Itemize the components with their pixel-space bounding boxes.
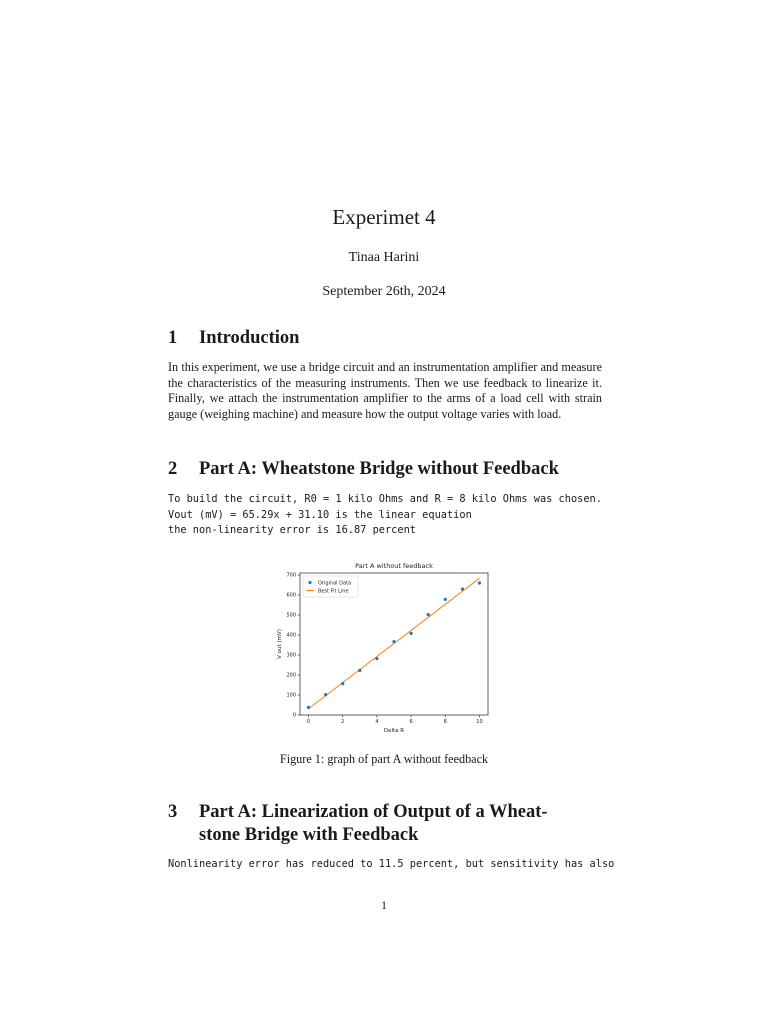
x-tick-label: 10 [476, 719, 483, 725]
legend-label-original-data: Original Data [318, 580, 352, 587]
x-tick-label: 4 [375, 719, 379, 725]
y-tick-label: 500 [286, 612, 296, 619]
section-number: 1 [168, 328, 178, 348]
data-point [444, 598, 447, 601]
data-point [409, 632, 412, 635]
part-a-feedback-line: Nonlinearity error has reduced to 11.5 percent, but sensitivity has also [168, 858, 615, 870]
data-point [307, 706, 310, 709]
data-point [427, 613, 430, 616]
y-tick-label: 700 [286, 572, 296, 579]
data-point [461, 587, 464, 590]
data-point [341, 682, 344, 685]
author-name: Tinaa Harini [348, 250, 420, 265]
section-title: Part A: Wheatstone Bridge without Feedback [199, 459, 559, 479]
page-number: 1 [381, 898, 387, 912]
legend-marker-original-data [308, 581, 311, 584]
x-tick-label: 2 [341, 719, 345, 725]
y-tick-label: 200 [286, 672, 296, 679]
data-point [478, 581, 481, 584]
x-tick-label: 8 [443, 719, 447, 725]
data-point [324, 693, 327, 696]
section-title: Introduction [199, 328, 300, 348]
section-heading-introduction [168, 327, 608, 350]
intro-paragraph: In this experiment, we use a bridge circuit and an instrumentation amplifier and measure the characteristics of the measuring instruments. Then we use feedback to linearize it. Finally, we attach the instrumentation amplifier to the arms of a load cell with strain gauge (weighing machine) and measure how the output voltage varies with load. [168, 360, 602, 421]
chart-title: Part A without feedback [355, 562, 433, 570]
x-tick-label: 0 [306, 719, 311, 725]
data-point [375, 657, 378, 660]
section-heading-part-a-feedback [168, 801, 608, 847]
section-title: Part A: Linearization of Output of a Wheat- [199, 802, 548, 822]
y-tick-label: 0 [292, 712, 296, 719]
x-axis-label: Delta R [383, 728, 405, 734]
figure-caption: Figure 1: graph of part A without feedback [279, 752, 489, 766]
document-title: Experimet 4 [332, 205, 436, 229]
legend-label-best-fit: Best Fit Line [318, 588, 349, 595]
part-a-chart [270, 558, 500, 738]
section-title-continuation: stone Bridge with Feedback [199, 825, 419, 845]
section-number: 3 [168, 802, 178, 822]
data-point [358, 669, 361, 672]
best-fit-line [309, 578, 480, 709]
y-axis-label: V out (mV) [277, 629, 283, 659]
x-tick-label: 6 [409, 719, 413, 725]
y-tick-label: 600 [286, 592, 296, 599]
document-date: September 26th, 2024 [322, 284, 446, 299]
section-heading-part-a [168, 458, 608, 481]
data-point [392, 640, 395, 643]
part-a-code-line-3: the non-linearity error is 16.87 percent [168, 524, 416, 536]
part-a-code-line-2: Vout (mV) = 65.29x + 31.10 is the linear equation [168, 508, 472, 521]
y-tick-label: 400 [286, 632, 296, 639]
y-tick-label: 300 [286, 652, 296, 659]
y-tick-label: 100 [286, 692, 296, 699]
section-number: 2 [168, 459, 178, 479]
part-a-code-line-1: To build the circuit, R0 = 1 kilo Ohms and R = 8 kilo Ohms was chosen. [168, 493, 602, 505]
